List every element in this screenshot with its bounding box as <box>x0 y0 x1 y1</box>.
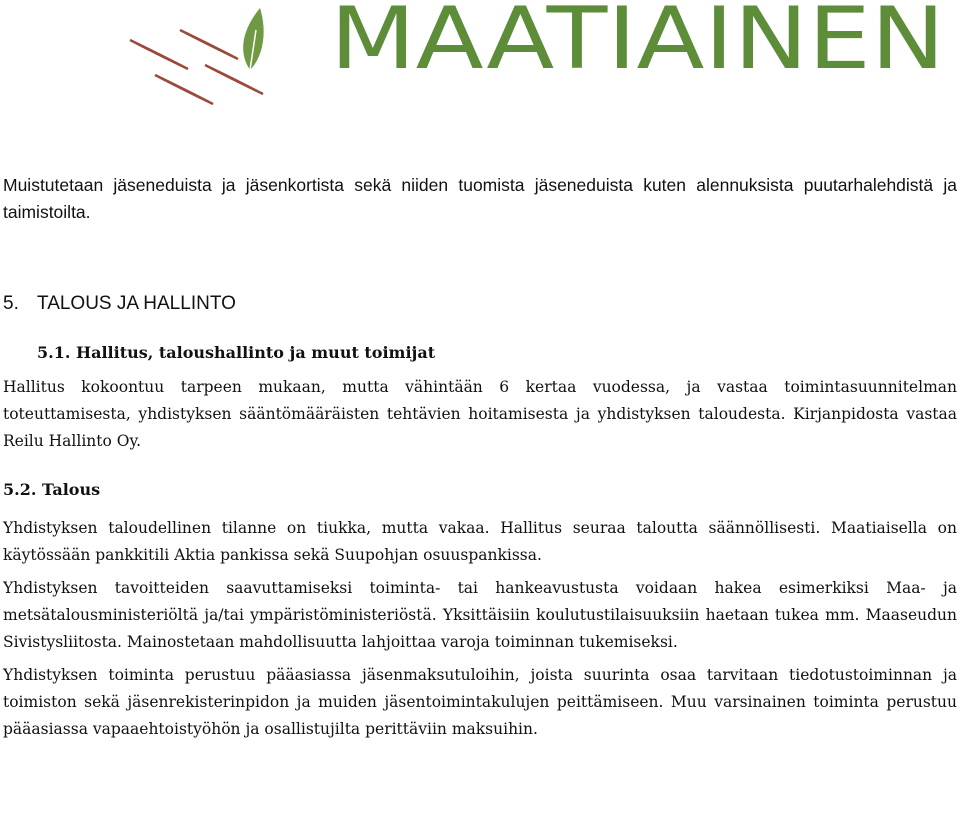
leaf-icon <box>243 8 264 70</box>
brand-wordmark: MAATIAINEN <box>330 0 945 80</box>
subsection-title: Hallitus, taloushallinto ja muut toimijat <box>75 343 436 362</box>
funding-paragraph: Yhdistyksen tavoitteiden saavuttamiseksi toiminta- tai hankeavustusta voidaan hakea esimerkiksi Maa- ja metsätalousministeriöltä ja/tai ympäristöministeriöstä. Yksittäisiin koulutustilaisuuksiin haetaan tukea mm. Maaseudun Sivistysliitosta. Mainostetaan mahdollisuutta lahjoittaa varoja toiminnan tukemiseksi. <box>3 579 957 651</box>
intro-paragraph: Muistutetaan jäseneduista ja jäsenkortista sekä niiden tuomista jäseneduista kuten alennuksista puutarhalehdistä ja taimistoilta. <box>3 175 957 222</box>
logo-stroke <box>160 55 188 69</box>
governance-paragraph: Hallitus kokoontuu tarpeen mukaan, mutta vähintään 6 kertaa vuodessa, ja vastaa toimintasuunnitelman toteuttamisesta, yhdistyksen sääntömääräisten tehtävien hoitamisesta ja yhdistyksen taloudesta. Kirjanpidosta vastaa Reilu Hallinto Oy. <box>3 378 957 450</box>
logo-stroke <box>210 45 238 59</box>
maatiainen-logo-icon <box>110 0 310 135</box>
logo-stroke <box>185 90 213 104</box>
finance-paragraph: Yhdistyksen taloudellinen tilanne on tiukka, mutta vakaa. Hallitus seuraa taloutta säännöllisesti. Maatiaisella on käytössään pankkitili Aktia pankissa sekä Suupohjan osuuspankissa. <box>3 519 957 564</box>
section-heading <box>3 289 957 319</box>
subsection-number: 5.1. <box>37 343 71 362</box>
maatiainen-wordmark <box>330 0 950 80</box>
section-title: TALOUS JA HALLINTO <box>37 293 236 314</box>
page-header <box>0 0 960 135</box>
subsection-number: 5.2. <box>3 480 37 499</box>
income-paragraph: Yhdistyksen toiminta perustuu pääasiassa jäsenmaksutuloihin, joista suurinta osaa tarvitaan tiedotustoiminnan ja toimiston sekä jäsenrekisterinpidon ja muiden jäsentoimintakulujen peittämiseen. Muu varsinainen toiminta perustuu pääasiassa vapaaehtoistyöhön ja osallistujilta perittäviin maksuihin. <box>3 666 957 738</box>
subsection-heading-5-2 <box>3 476 957 503</box>
subsection-title: Talous <box>41 480 101 499</box>
logo-stroke <box>235 80 263 94</box>
document-body <box>3 172 957 743</box>
section-number: 5. <box>3 293 19 314</box>
subsection-heading-5-1 <box>3 339 957 366</box>
